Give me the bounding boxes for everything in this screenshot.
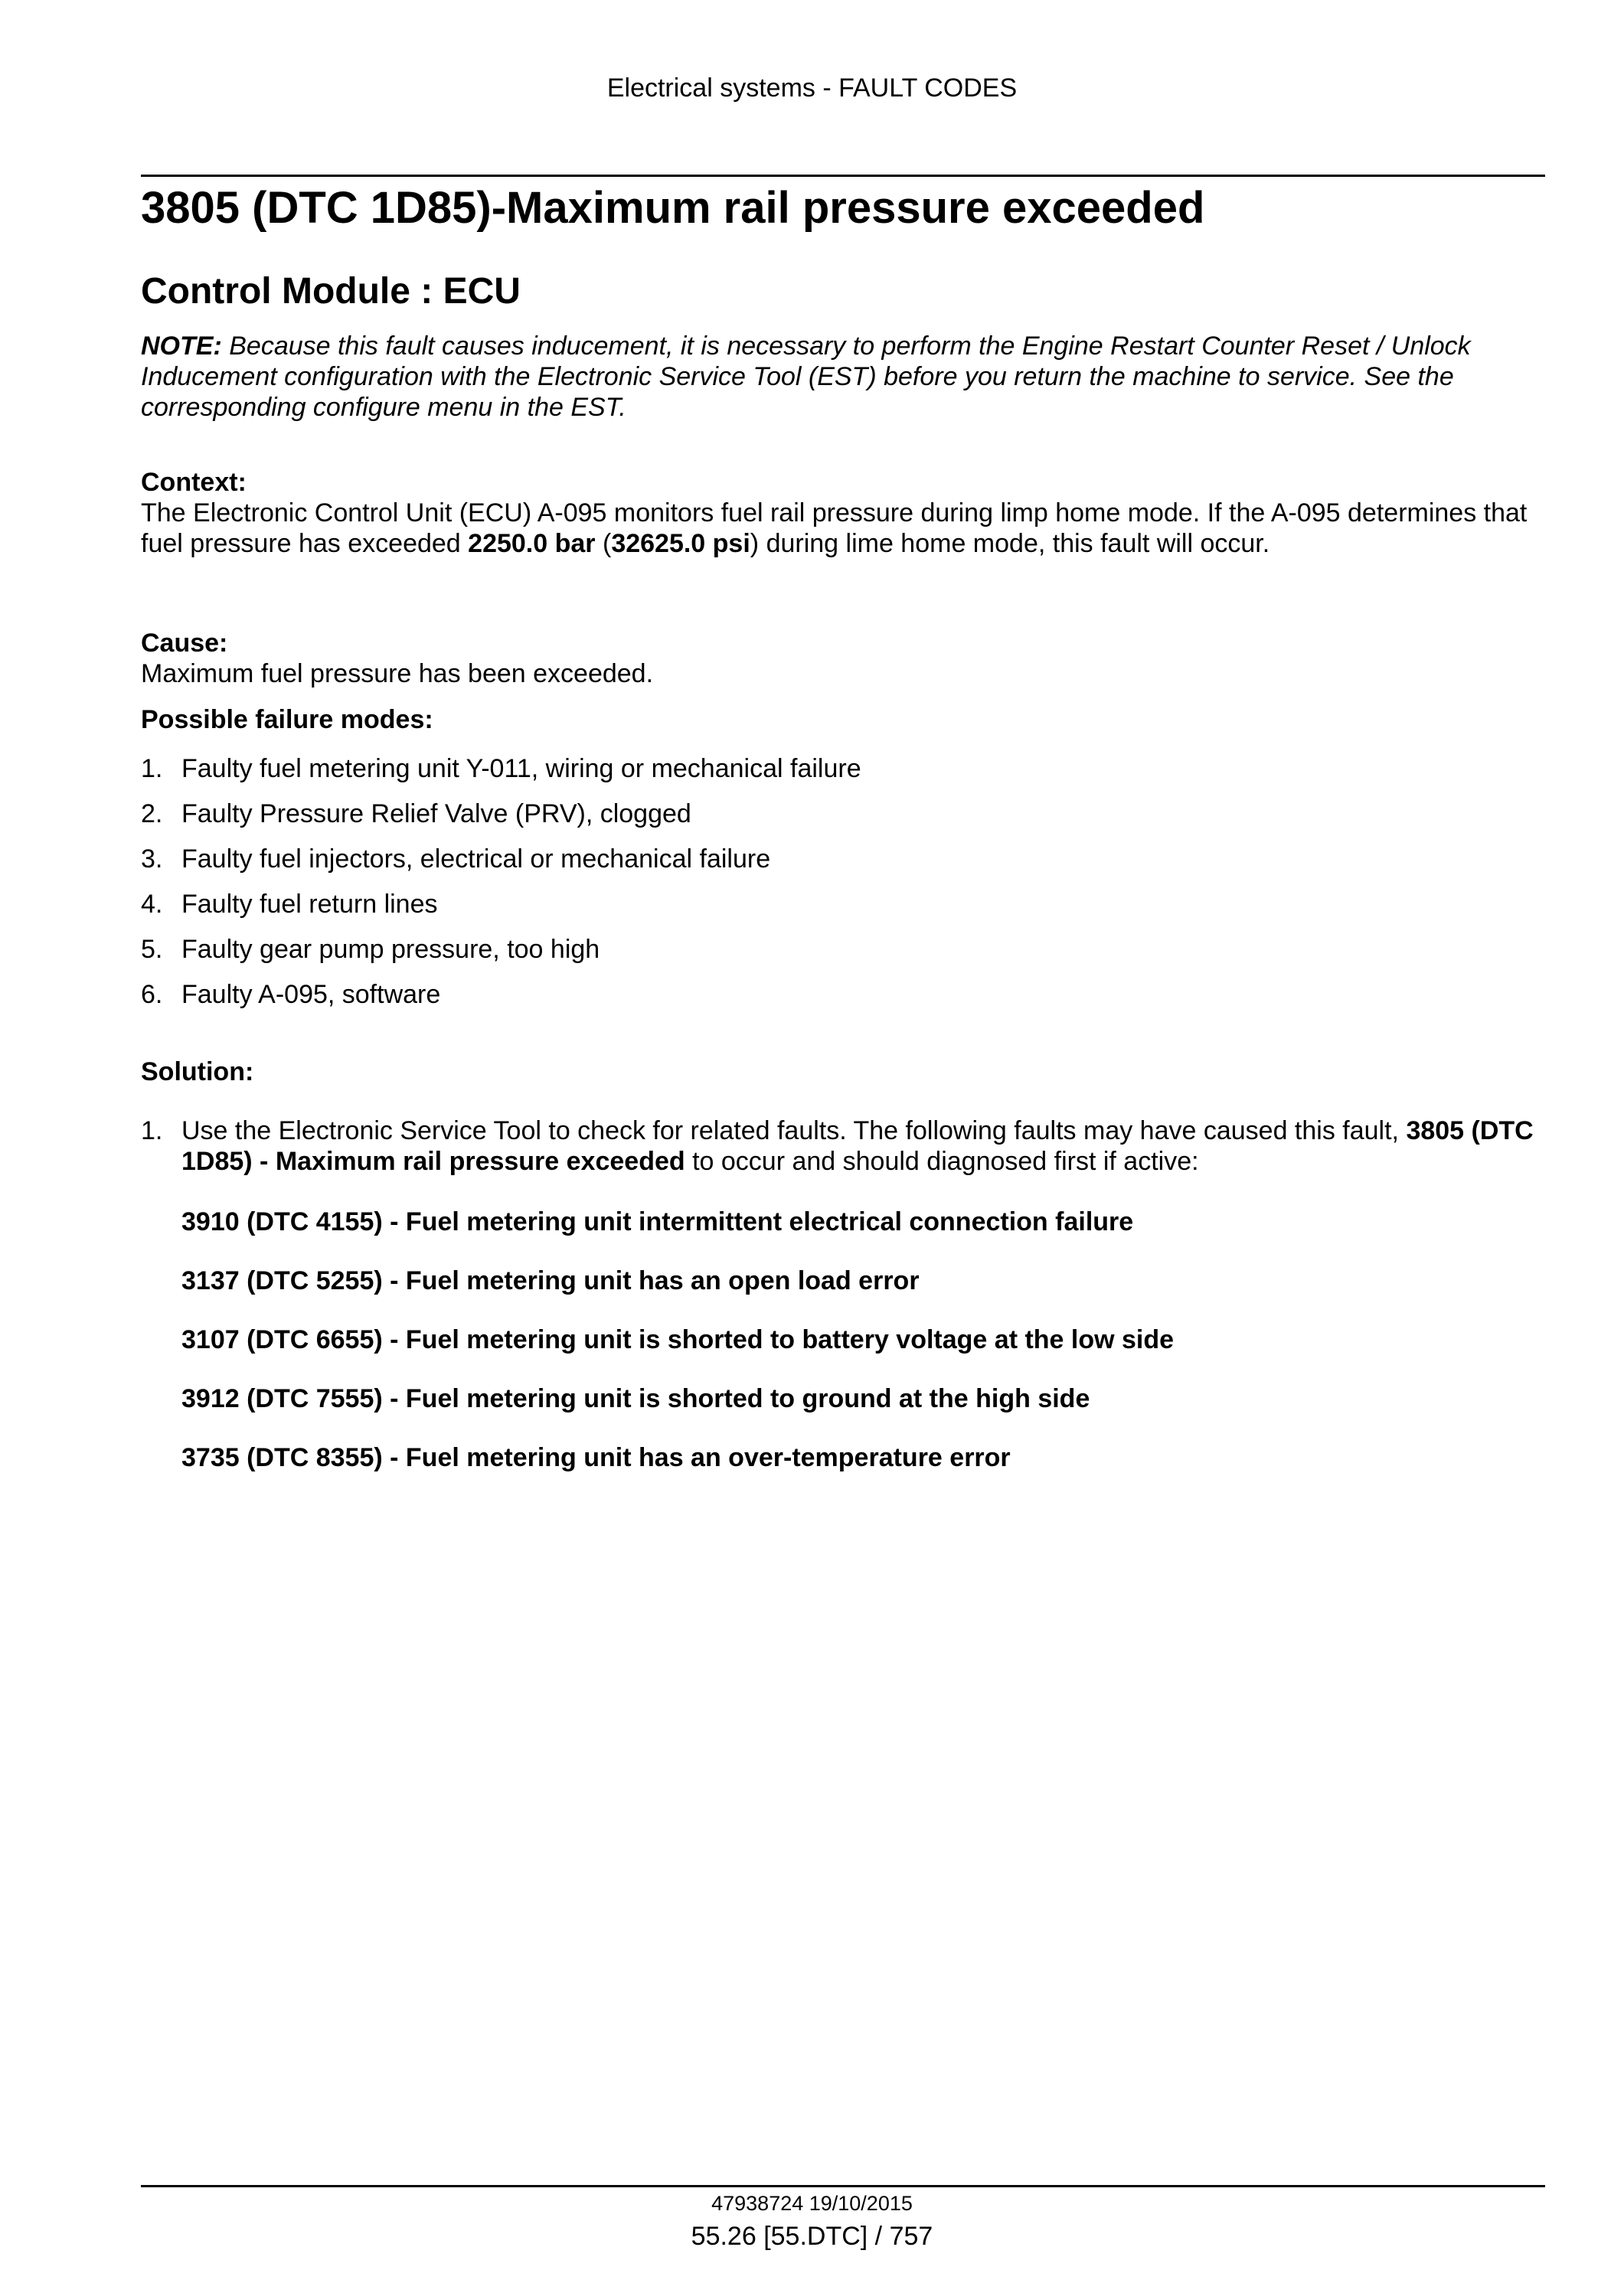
solution-fault-ref: 3805 (DTC 1D85) - Maximum rail pressure exceeded <box>181 1116 1534 1176</box>
failure-modes-section <box>141 704 1545 735</box>
list-item-text: Faulty A-095, software <box>181 980 441 1009</box>
context-paren-open: ( <box>595 529 612 558</box>
list-number: 1. <box>141 754 163 783</box>
solution-section <box>141 1057 1545 1087</box>
related-fault-item: 3107 (DTC 6655) - Fuel metering unit is shorted to battery voltage at the low side <box>181 1325 1175 1354</box>
failure-modes-label: Possible failure modes: <box>141 705 433 734</box>
list-item <box>141 889 1545 934</box>
list-number: 3. <box>141 844 163 874</box>
cause-section <box>141 628 1545 689</box>
note-paragraph <box>141 331 1545 423</box>
header-rule <box>141 175 1545 177</box>
context-text-before: The Electronic Control Unit (ECU) A-095 monitors fuel rail pressure during limp home mode. If the A-095 determines that fuel pressure has exceeded <box>141 498 1528 558</box>
note-text: Because this fault causes inducement, it is necessary to perform the Engine Restart Counter Reset / Unlock Inducement configuration with the Electronic Service Tool (EST) before you return the machine to service. See the corresponding configure menu in the EST. <box>141 331 1471 422</box>
list-item <box>141 844 1545 889</box>
solution-text-after: to occur and should diagnosed first if active: <box>685 1147 1199 1176</box>
related-fault-item: 3912 (DTC 7555) - Fuel metering unit is shorted to ground at the high side <box>181 1384 1090 1413</box>
related-fault-item: 3137 (DTC 5255) - Fuel metering unit has an open load error <box>181 1266 920 1295</box>
list-item <box>141 979 1545 1024</box>
list-item <box>141 753 1545 799</box>
running-header: Electrical systems - FAULT CODES <box>606 73 1018 103</box>
list-number: 5. <box>141 935 163 964</box>
solution-text-before: Use the Electronic Service Tool to check for related faults. The following faults may have caused this fault, <box>181 1116 1407 1145</box>
cause-label: Cause: <box>141 629 228 658</box>
note-lead: NOTE: <box>141 331 222 361</box>
footer-rule <box>141 2185 1545 2187</box>
list-item-text: Faulty fuel metering unit Y-011, wiring or mechanical failure <box>181 754 861 783</box>
context-value-psi: 32625.0 psi <box>611 529 750 558</box>
related-fault-item: 3735 (DTC 8355) - Fuel metering unit has an over-temperature error <box>181 1443 1011 1472</box>
footer-page-number: 55.26 [55.DTC] / 757 <box>691 2222 933 2251</box>
list-number: 4. <box>141 890 163 919</box>
list-item-text: Faulty fuel injectors, electrical or mechanical failure <box>181 844 771 874</box>
context-text-after: ) during lime home mode, this fault will occur. <box>750 529 1270 558</box>
context-label: Context: <box>141 468 247 497</box>
page-title: 3805 (DTC 1D85)-Maximum rail pressure exceeded <box>141 183 1205 233</box>
related-fault-item: 3910 (DTC 4155) - Fuel metering unit intermittent electrical connection failure <box>181 1207 1134 1236</box>
list-item-text: Faulty Pressure Relief Valve (PRV), clogged <box>181 799 691 828</box>
control-module-heading: Control Module : ECU <box>141 271 521 312</box>
context-section <box>141 467 1545 559</box>
footer-document-reference: 47938724 19/10/2015 <box>711 2192 913 2215</box>
solution-step-text <box>181 1115 1545 1177</box>
list-item-text: Faulty fuel return lines <box>181 890 438 919</box>
solution-label: Solution: <box>141 1057 254 1086</box>
list-item <box>141 934 1545 979</box>
cause-text: Maximum fuel pressure has been exceeded. <box>141 659 654 688</box>
context-value-bar: 2250.0 bar <box>468 529 596 558</box>
failure-modes-list <box>141 753 1545 1024</box>
list-item-text: Faulty gear pump pressure, too high <box>181 935 600 964</box>
solution-step-number: 1. <box>141 1116 163 1145</box>
list-number: 6. <box>141 980 163 1009</box>
solution-step-1 <box>141 1115 1545 1177</box>
list-number: 2. <box>141 799 163 828</box>
related-faults-list <box>181 1207 1544 1501</box>
list-item <box>141 799 1545 844</box>
